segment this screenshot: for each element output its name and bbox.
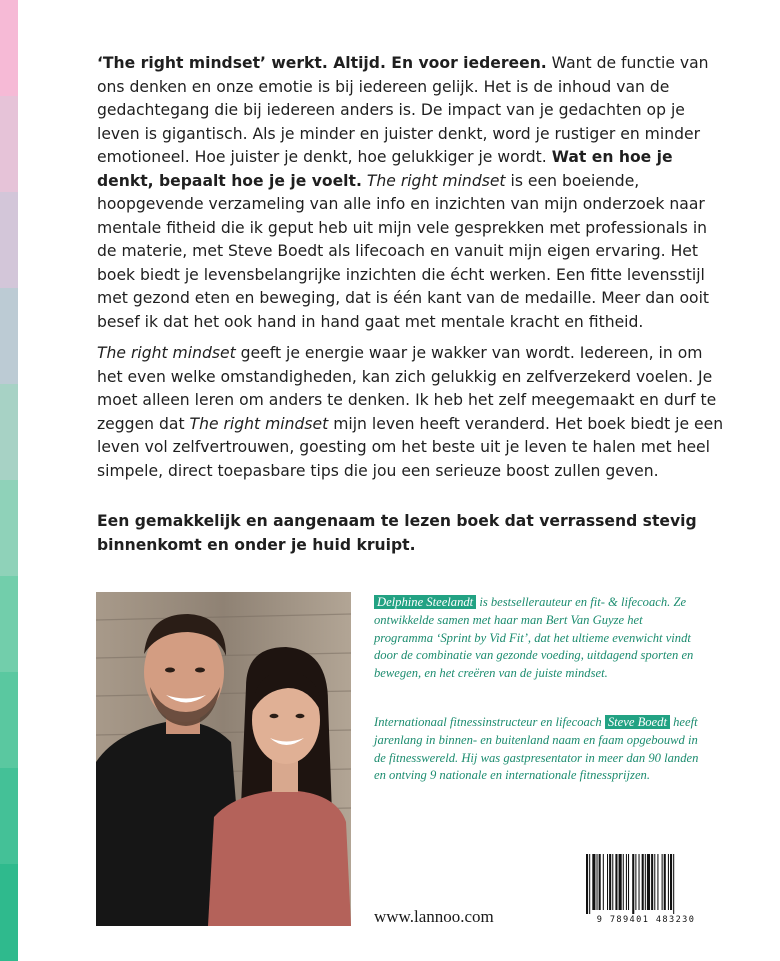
barcode-bar [657, 854, 658, 910]
text-segment: Want de functie van ons denken en onze emotie is bij iedereen gelijk. Het is de inhoud van de gedachtegang die bij iedereen anders is. De impact van je gedachten op je leven is gigantisch. Als je minder en juister denkt, word je rustiger en minder emotioneel. Hoe juister je denkt, hoe gelukkiger je wordt. [97, 54, 709, 166]
barcode-bar [642, 854, 644, 910]
barcode-bar [651, 854, 653, 910]
barcode-bar [628, 854, 629, 910]
spine-band [0, 288, 18, 385]
barcode-bar [586, 854, 588, 914]
spine-band [0, 768, 18, 865]
author-bio-text: is bestsellerauteur en fit- & lifecoach. Ze ontwikkelde samen met haar man Bert Van Guyze het programma ‘Sprint by Vid Fit’, dat het ultieme evenwicht vindt door de combinatie van gezonde voeding, uitdagend sporten en bewegen, en het creëren van de juiste mindset. [374, 595, 694, 681]
isbn-barcode [582, 852, 710, 930]
book-title-italic: The right mindset [366, 171, 506, 190]
bold-statement: Wat en hoe je denkt, bepaalt hoe je je voelt. [97, 148, 673, 190]
spine-band [0, 864, 18, 961]
barcode-bar [607, 854, 608, 910]
coach-bio-text: heeft jarenlang in binnen- en buitenland naam en faam opgebouwd in de fitnesswereld. Hij was gastpresentator in meer dan 90 landen en ontving 9 nationale en internationale fitnessprijzen. [374, 715, 699, 783]
barcode-bar [589, 854, 590, 914]
barcode-bar [673, 854, 674, 914]
barcode-bar [626, 854, 627, 910]
author-bio [374, 594, 704, 683]
barcode-bar [615, 854, 617, 910]
intro-paragraph-1 [97, 52, 727, 334]
barcode-bar [612, 854, 613, 910]
barcode-bar [670, 854, 672, 910]
spine-band [0, 0, 18, 97]
isbn-number: 9 789401 483230 [596, 915, 696, 925]
barcode-bar [619, 854, 622, 910]
barcode-bar [664, 854, 666, 910]
spine-band [0, 672, 18, 769]
barcode-bar [603, 854, 604, 910]
barcode-bar [632, 854, 634, 914]
book-title-italic: The right mindset [97, 344, 236, 362]
closing-statement: Een gemakkelijk en aangenaam te lezen boek dat verrassend stevig binnenkomt en onder je huid kruipt. [97, 512, 697, 554]
spine-band [0, 480, 18, 577]
color-spine [0, 0, 18, 960]
spine-band [0, 96, 18, 193]
author-name-highlight: Delphine Steelandt [374, 595, 476, 609]
barcode-bars [582, 852, 710, 914]
spine-band [0, 192, 18, 289]
barcode-bar [597, 854, 598, 910]
text-segment: mijn leven heeft veranderd. Het boek biedt je een leven vol zelfvertrouwen, goesting om het beste uit je leven te halen met heel simpele, direct toepasbare tips die jou een serieuze boost zullen geven. [97, 414, 724, 480]
barcode-bar [654, 854, 655, 910]
spine-band [0, 576, 18, 673]
book-title-italic: The right mindset [189, 414, 329, 433]
barcode-bar [639, 854, 640, 910]
barcode-bar [645, 854, 646, 910]
coach-name-highlight: Steve Boedt [605, 715, 670, 729]
coach-bio [374, 714, 704, 785]
spine-band [0, 384, 18, 481]
barcode-bar [635, 854, 636, 910]
barcode-bar [592, 854, 595, 910]
coach-intro-text: Internationaal fitnessinstructeur en lifecoach [374, 715, 605, 729]
barcode-bar [662, 854, 663, 910]
text-segment: geeft je energie waar je wakker van wordt. Iedereen, in om het even welke omstandigheden, kan zich gelukkig en zelfverzekerd voelen. Je moet alleen leren om anders te denken. Ik heb het zelf meegemaakt en durf te zeggen dat [97, 344, 717, 433]
publisher-website: www.lannoo.com [374, 907, 494, 926]
bold-lead: ‘The right mindset’ werkt. Altijd. En voor iedereen. [97, 54, 547, 72]
barcode-bar [609, 854, 611, 910]
portrait-illustration [96, 592, 351, 926]
barcode-bar [647, 854, 650, 910]
author-photo [96, 592, 351, 926]
barcode-bar [668, 854, 669, 910]
barcode-bar [599, 854, 601, 910]
text-segment: is een boeiende, hoopgevende verzameling van alle info en inzichten van mijn onderzoek naar mentale fitheid die ik geput heb uit mijn vele gesprekken met professionals in de materie, met Steve Boedt als lifecoach en vanuit mijn eigen ervaring. Het boek biedt je levensbelangrijke inzichten die écht werken. Een fitte levensstijl met gezond eten en beweging, dat is één kant van de medaille. Meer dan ooit besef ik dat het ook hand in hand gaat met mentale kracht en fitheid. [97, 171, 710, 331]
barcode-bar [623, 854, 624, 910]
intro-paragraph-2 [97, 342, 727, 483]
